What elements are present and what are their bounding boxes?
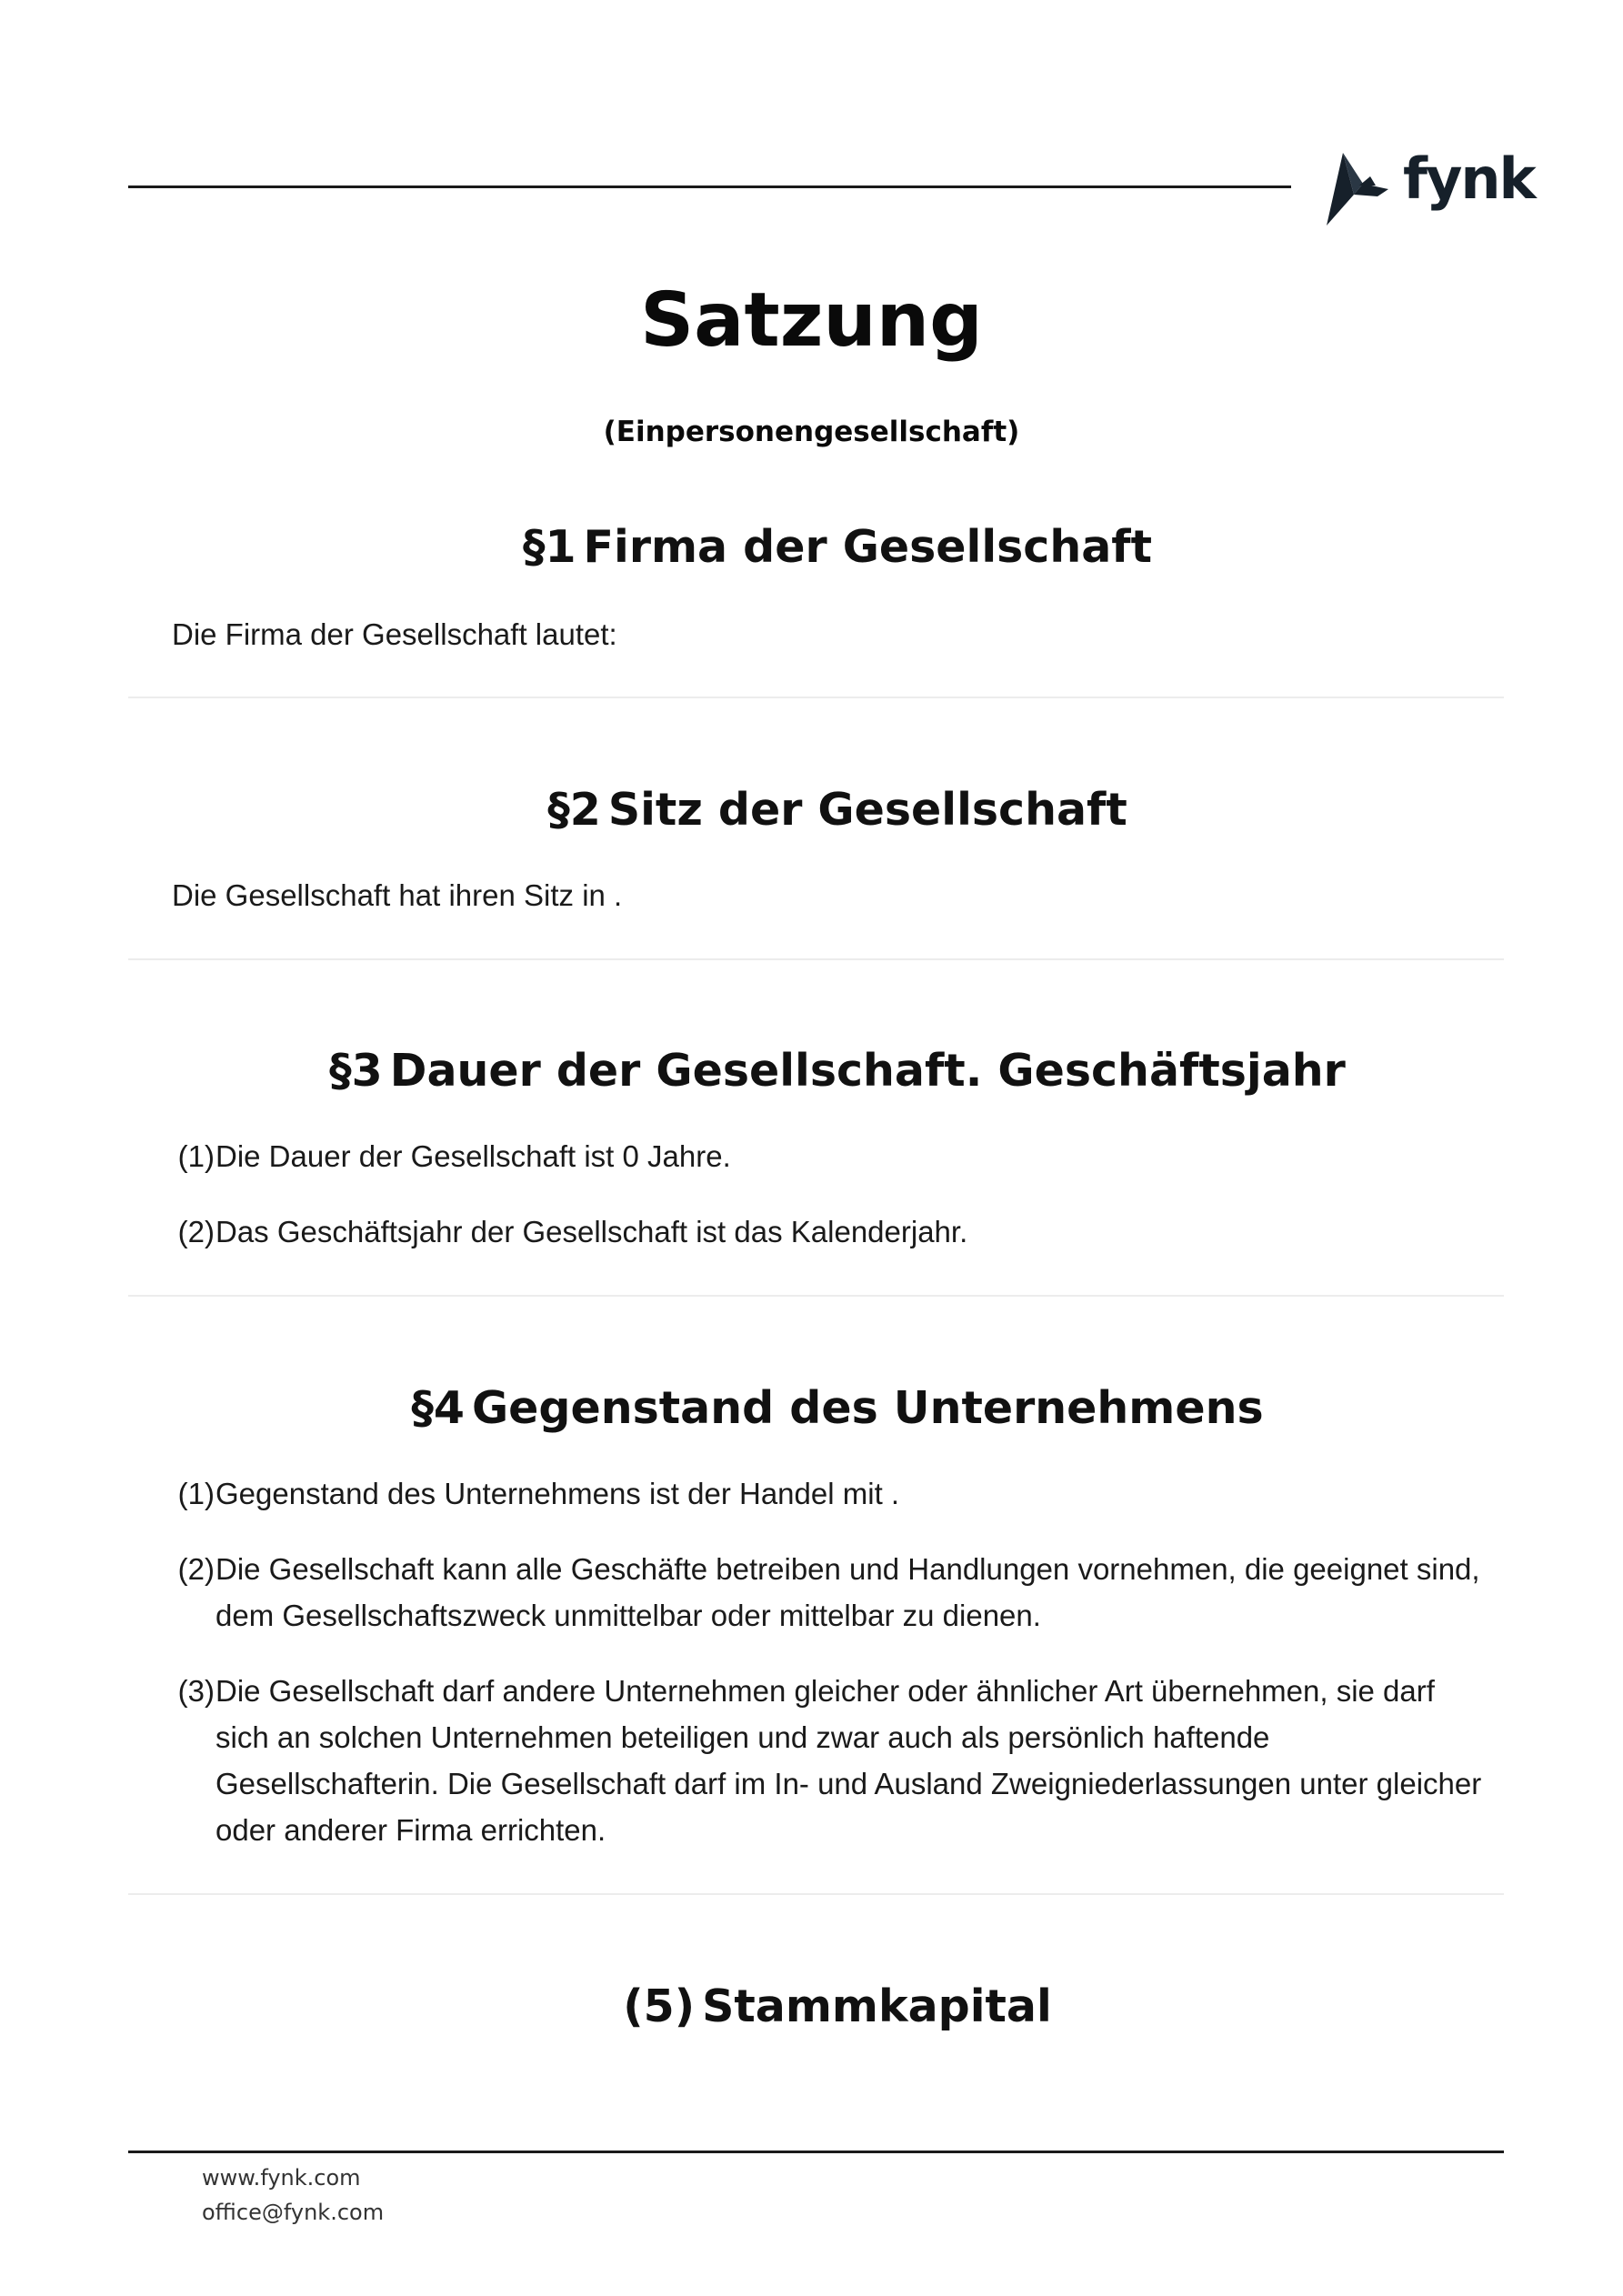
document-subtitle: (Einpersonengesellschaft) — [603, 416, 1020, 448]
item-text: Das Geschäftsjahr der Gesellschaft ist das Kalenderjahr. — [215, 1215, 968, 1248]
section-title: Firma der Gesellschaft — [583, 521, 1153, 573]
footer-rule — [128, 2151, 1504, 2153]
section-title: Gegenstand des Unternehmens — [471, 1382, 1264, 1434]
item-marker: (3) — [177, 1674, 215, 1708]
section-1-heading — [128, 521, 1547, 573]
footer-email: office@fynk.com — [202, 2200, 385, 2225]
section-number: §1 — [522, 521, 576, 573]
section-divider — [128, 697, 1504, 698]
fynk-logo — [1323, 145, 1535, 231]
list-item — [167, 1470, 1495, 1517]
item-text: Die Dauer der Gesellschaft ist 0 Jahre. — [215, 1139, 731, 1173]
list-item — [167, 1668, 1495, 1853]
section-2-paragraph: Die Gesellschaft hat ihren Sitz in . — [172, 878, 623, 912]
section-2-heading — [128, 784, 1547, 836]
document-title: Satzung — [640, 277, 983, 364]
section-divider — [128, 1893, 1504, 1895]
section-number: §3 — [329, 1045, 383, 1097]
section-1-paragraph: Die Firma der Gesellschaft lautet: — [172, 617, 617, 651]
section-number: §4 — [411, 1382, 465, 1434]
item-text: Die Gesellschaft darf andere Unternehmen gleicher oder ähnlicher Art übernehmen, sie darf sich an solchen Unternehmen beteiligen und zwar auch als persönlich haftende Gesellschafterin. Die Gesellschaft darf im In- und Ausland Zweigniederlassungen unter gleicher oder anderer Firma errichten. — [215, 1674, 1482, 1847]
section-3-heading — [128, 1045, 1547, 1097]
list-item — [167, 1546, 1495, 1639]
footer-website: www.fynk.com — [202, 2165, 361, 2191]
section-divider — [128, 1295, 1504, 1297]
list-item — [167, 1208, 1495, 1255]
logo-wordmark: fynk — [1403, 145, 1535, 212]
header-rule — [128, 185, 1291, 188]
section-number: §2 — [547, 784, 601, 836]
section-number: (5) — [623, 1980, 696, 2032]
item-marker: (1) — [177, 1477, 215, 1510]
item-text: Gegenstand des Unternehmens ist der Handel mit . — [215, 1477, 900, 1510]
section-title: Dauer der Gesellschaft. Geschäftsjahr — [389, 1045, 1346, 1097]
list-item — [167, 1133, 1495, 1179]
item-marker: (1) — [177, 1139, 215, 1173]
item-marker: (2) — [177, 1215, 215, 1248]
section-divider — [128, 958, 1504, 960]
section-title: Stammkapital — [702, 1980, 1052, 2032]
item-text: Die Gesellschaft kann alle Geschäfte betreiben und Handlungen vornehmen, die geeignet sind, dem Gesellschaftszweck unmittelbar oder mittelbar zu dienen. — [215, 1552, 1480, 1632]
section-4-heading — [128, 1382, 1547, 1434]
bird-logo-icon — [1323, 149, 1396, 231]
section-5-heading — [128, 1980, 1547, 2032]
section-title: Sitz der Gesellschaft — [607, 784, 1127, 836]
item-marker: (2) — [177, 1552, 215, 1586]
